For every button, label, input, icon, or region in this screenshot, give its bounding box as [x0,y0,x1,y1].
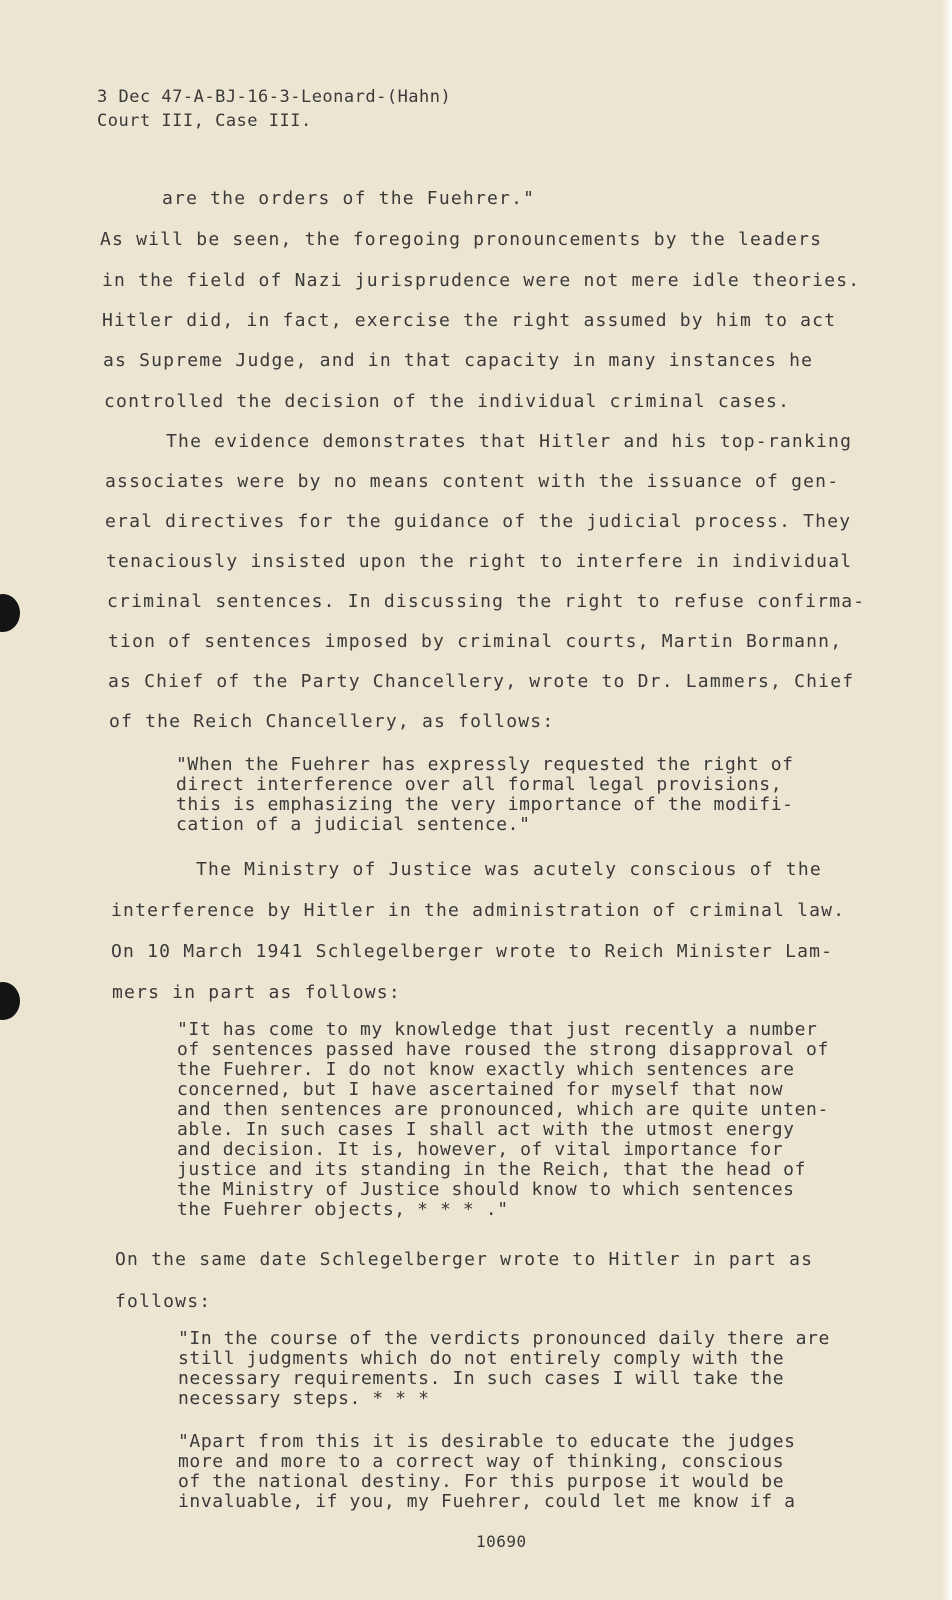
quote-line: necessary requirements. In such cases I will take the [178,1368,785,1389]
quote-line: "It has come to my knowledge that just recently a number [177,1019,818,1040]
page-number: 10690 [476,1532,527,1551]
quote-line: more and more to a correct way of thinking, conscious [178,1451,785,1472]
quote-line: necessary steps. * * * [178,1388,430,1409]
quote-line: concerned, but I have ascertained for myself that now [177,1079,784,1100]
quote-line: justice and its standing in the Reich, that the head of [177,1159,807,1180]
quote-line: "In the course of the verdicts pronounced daily there are [178,1328,830,1349]
body-line: controlled the decision of the individual criminal cases. [104,391,791,412]
body-line: as Chief of the Party Chancellery, wrote to Dr. Lammers, Chief [108,671,855,692]
document-header [97,85,451,133]
punch-hole [0,594,20,632]
body-line: criminal sentences. In discussing the right to refuse confirma- [107,591,866,612]
quote-line: still judgments which do not entirely comply with the [178,1348,785,1369]
block-quote [178,1329,898,1409]
quote-line: of the national destiny. For this purpose it would be [178,1471,785,1492]
body-line: As will be seen, the foregoing pronouncements by the leaders [100,229,823,250]
body-line: in the field of Nazi jurisprudence were not mere idle theories. [102,270,861,291]
block-quote [178,1432,898,1512]
quote-line: able. In such cases I shall act with the utmost energy [177,1119,795,1140]
body-line: tion of sentences imposed by criminal courts, Martin Bormann, [108,631,843,652]
body-line: of the Reich Chancellery, as follows: [109,711,555,732]
quote-line: the Fuehrer. I do not know exactly which sentences are [177,1059,795,1080]
body-line: as Supreme Judge, and in that capacity in many instances he [103,350,814,371]
quote-line: and decision. It is, however, of vital importance for [177,1139,784,1160]
quote-line: cation of a judicial sentence." [176,814,531,835]
quote-line: of sentences passed have roused the strong disapproval of [177,1039,829,1060]
quote-line: invaluable, if you, my Fuehrer, could let me know if a [178,1491,796,1512]
body-line: follows: [115,1291,212,1312]
quote-line: this is emphasizing the very importance of the modifi- [176,794,794,815]
body-line: tenaciously insisted upon the right to interfere in individual [106,551,853,572]
quote-line: and then sentences are pronounced, which are quite unten- [177,1099,829,1120]
body-line: mers in part as follows: [112,982,401,1003]
quote-line: direct interference over all formal legal provisions, [176,774,783,795]
body-line: The evidence demonstrates that Hitler and his top-ranking [166,431,853,452]
body-line: interference by Hitler in the administration of criminal law. [111,900,846,921]
quote-line: the Ministry of Justice should know to which sentences [177,1179,795,1200]
header-court: Court III, Case III. [97,111,312,131]
body-line: Hitler did, in fact, exercise the right assumed by him to act [102,310,837,331]
quote-line: "When the Fuehrer has expressly requested the right of [176,754,794,775]
header-reference: 3 Dec 47-A-BJ-16-3-Leonard-(Hahn) [97,87,452,107]
body-line: On 10 March 1941 Schlegelberger wrote to Reich Minister Lam- [111,941,834,962]
body-line: The Ministry of Justice was acutely conscious of the [196,859,822,880]
quote-line: "Apart from this it is desirable to educate the judges [178,1431,796,1452]
body-line: are the orders of the Fuehrer." [162,188,536,209]
body-line: On the same date Schlegelberger wrote to Hitler in part as [115,1249,814,1270]
punch-hole [0,982,20,1020]
quote-line: the Fuehrer objects, * * * ." [177,1199,509,1220]
body-line: associates were by no means content with the issuance of gen- [105,471,840,492]
body-line: eral directives for the guidance of the judicial process. They [105,511,852,532]
block-quote [176,755,896,835]
block-quote [177,1020,897,1220]
